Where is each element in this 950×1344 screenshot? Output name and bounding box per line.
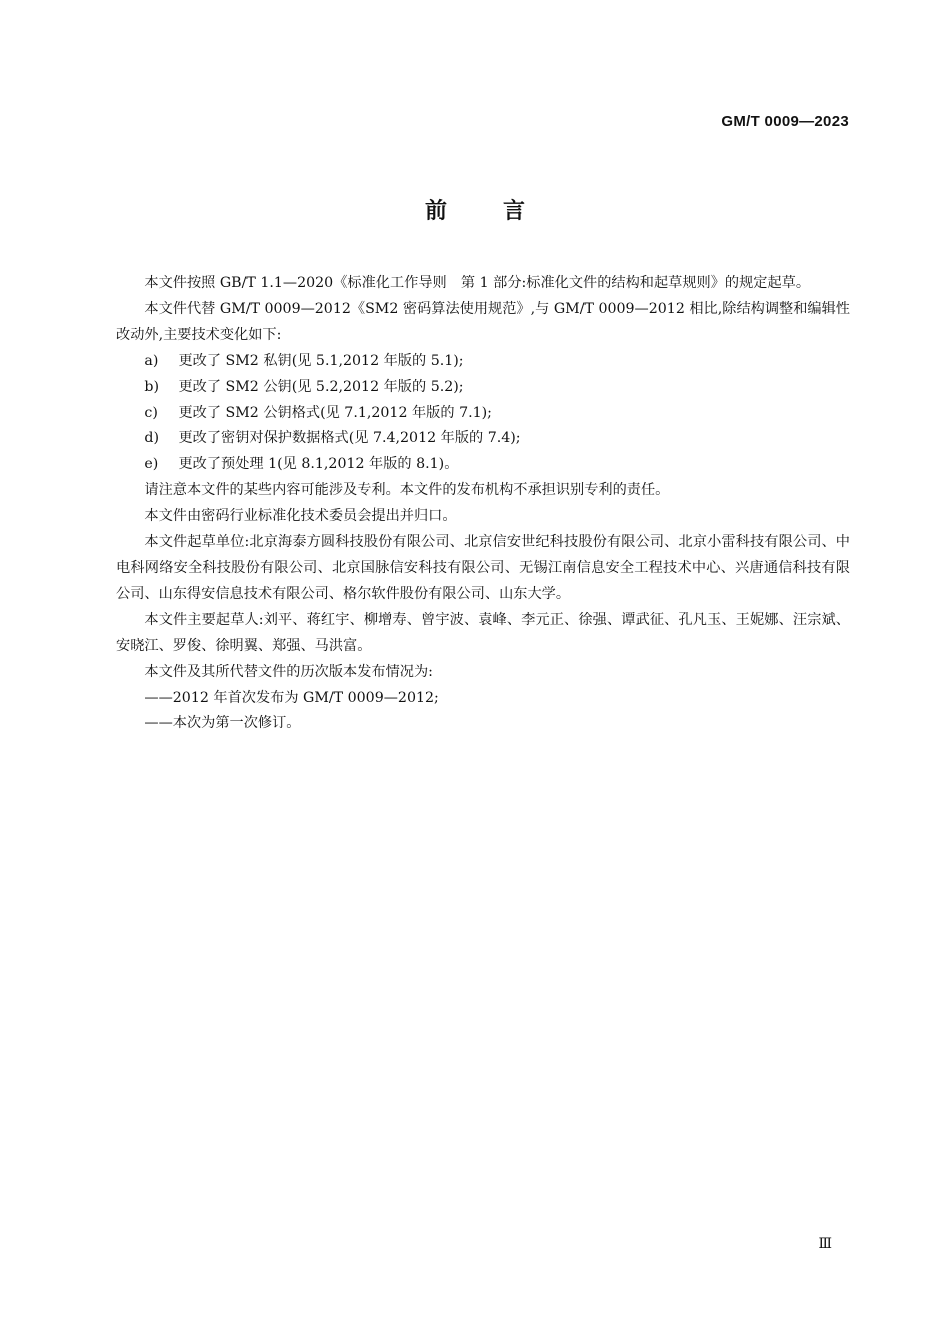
list-marker: c) <box>144 404 158 421</box>
history-item: ——本次为第一次修订。 <box>144 715 301 732</box>
page-number: Ⅲ <box>818 1236 832 1252</box>
paragraph-proposer: 本文件由密码行业标准化技术委员会提出并归口。 <box>144 508 457 525</box>
paragraph-replaces: 本文件代替 GM/T 0009—2012《SM2 密码算法使用规范》,与 GM/T 0009—2012 相比,除结构调整和编辑性改动外,主要技术变化如下: <box>116 300 850 343</box>
paragraph-history-intro: 本文件及其所代替文件的历次版本发布情况为: <box>144 663 433 680</box>
document-code: GM/T 0009—2023 <box>721 113 849 130</box>
list-item-text: 更改了 SM2 公钥(见 5.2,2012 年版的 5.2); <box>178 378 464 395</box>
list-marker: e) <box>144 456 159 473</box>
paragraph-patent: 请注意本文件的某些内容可能涉及专利。本文件的发布机构不承担识别专利的责任。 <box>144 482 670 499</box>
list-item <box>116 426 850 452</box>
list-item <box>116 375 850 401</box>
list-item-text: 更改了密钥对保护数据格式(见 7.4,2012 年版的 7.4); <box>178 430 521 447</box>
page-title: 前言 <box>424 199 581 224</box>
list-item <box>116 401 850 427</box>
list-marker: a) <box>144 352 159 369</box>
list-marker: d) <box>144 430 160 447</box>
list-item <box>116 349 850 375</box>
paragraph-basis: 本文件按照 GB/T 1.1—2020《标准化工作导则 第 1 部分:标准化文件的结构和起草规则》的规定起草。 <box>144 275 811 291</box>
list-item-text: 更改了预处理 1(见 8.1,2012 年版的 8.1)。 <box>178 456 459 473</box>
list-item-text: 更改了 SM2 私钥(见 5.1,2012 年版的 5.1); <box>178 352 464 369</box>
list-marker: b) <box>144 378 160 395</box>
foreword-body <box>116 271 850 737</box>
paragraph-drafting-units: 本文件起草单位:北京海泰方圆科技股份有限公司、北京信安世纪科技股份有限公司、北京小雷科技有限公司、中电科网络安全科技股份有限公司、北京国脉信安科技有限公司、无锡江南信息安全工程技术中心、兴唐通信科技有限公司、山东得安信息技术有限公司、格尔软件股份有限公司、山东大学。 <box>116 534 850 602</box>
paragraph-drafters: 本文件主要起草人:刘平、蒋红宇、柳增寿、曾宇波、袁峰、李元正、徐强、谭武征、孔凡玉、王妮娜、汪宗斌、安晓江、罗俊、徐明翼、郑强、马洪富。 <box>116 611 850 654</box>
list-item <box>116 452 850 478</box>
changes-list <box>116 349 850 479</box>
history-item: ——2012 年首次发布为 GM/T 0009—2012; <box>144 689 439 706</box>
list-item-text: 更改了 SM2 公钥格式(见 7.1,2012 年版的 7.1); <box>178 404 492 421</box>
